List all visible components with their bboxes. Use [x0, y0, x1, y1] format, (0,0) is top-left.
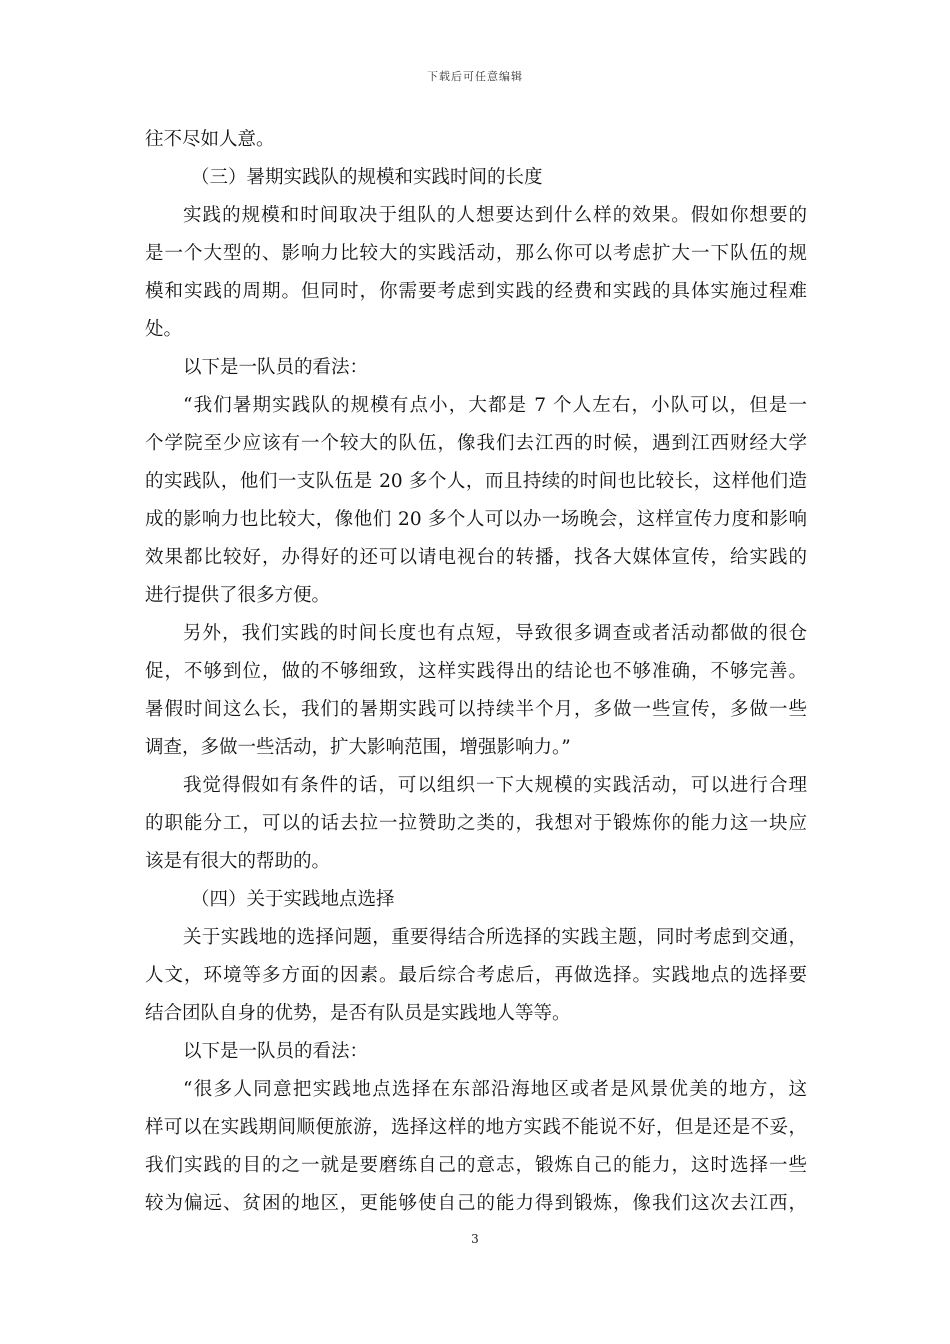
quote-line: 我们实践的目的之一就是要磨练自己的意志，锻炼自己的能力，这时选择一些 [145, 1155, 807, 1176]
quote-line: 促，不够到位，做的不够细致，这样实践得出的结论也不够准确，不够完善。 [145, 661, 807, 682]
quote-line: “我们暑期实践队的规模有点小，大都是 7 个人左右，小队可以，但是一 [183, 395, 807, 416]
text-line: 以下是一队员的看法： [183, 1041, 369, 1062]
text-line: 结合团队自身的优势，是否有队员是实践地人等等。 [145, 1003, 571, 1024]
quote-line: 调查，多做一些活动，扩大影响范围，增强影响力。” [145, 737, 571, 758]
text-line: 模和实践的周期。但同时，你需要考虑到实践的经费和实践的具体实施过程难 [145, 281, 807, 302]
text-line: 实践的规模和时间取决于组队的人想要达到什么样的效果。假如你想要的 [183, 205, 807, 226]
body-text [145, 121, 807, 1223]
page-number: 3 [471, 1232, 479, 1246]
text-line: 人文，环境等多方面的因素。最后综合考虑后，再做选择。实践地点的选择要 [145, 965, 807, 986]
text-line: 处。 [145, 319, 183, 340]
text-line: 该是有很大的帮助的。 [145, 851, 331, 872]
text-line: 我觉得假如有条件的话，可以组织一下大规模的实践活动，可以进行合理 [183, 775, 807, 796]
quote-line: 样可以在实践期间顺便旅游，选择这样的地方实践不能说不好，但是还是不妥， [145, 1117, 807, 1138]
quote-line: 暑假时间这么长，我们的暑期实践可以持续半个月，多做一些宣传，多做一些 [145, 699, 807, 720]
quote-line: 进行提供了很多方便。 [145, 585, 331, 606]
page-header: 下载后可任意编辑 [427, 70, 523, 83]
section-heading-3: （三）暑期实践队的规模和实践时间的长度 [191, 167, 543, 188]
text-line: 以下是一队员的看法： [183, 357, 369, 378]
quote-line: 另外，我们实践的时间长度也有点短，导致很多调查或者活动都做的很仓 [183, 623, 807, 644]
quote-line: 的实践队，他们一支队伍是 20 多个人，而且持续的时间也比较长，这样他们造 [145, 471, 807, 492]
quote-line: 成的影响力也比较大，像他们 20 多个人可以办一场晚会，这样宣传力度和影响 [145, 509, 807, 530]
text-line: 关于实践地的选择问题，重要得结合所选择的实践主题，同时考虑到交通， [183, 927, 807, 948]
text-line: 的职能分工，可以的话去拉一拉赞助之类的，我想对于锻炼你的能力这一块应 [145, 813, 807, 834]
section-heading-4: （四）关于实践地点选择 [191, 889, 395, 910]
quote-line: 个学院至少应该有一个较大的队伍，像我们去江西的时候，遇到江西财经大学 [145, 433, 807, 454]
text-line: 往不尽如人意。 [145, 129, 275, 150]
quote-line: “很多人同意把实践地点选择在东部沿海地区或者是风景优美的地方，这 [183, 1079, 807, 1100]
quote-line: 效果都比较好，办得好的还可以请电视台的转播，找各大媒体宣传，给实践的 [145, 547, 807, 568]
text-line: 是一个大型的、影响力比较大的实践活动，那么你可以考虑扩大一下队伍的规 [145, 243, 807, 264]
quote-line: 较为偏远、贫困的地区，更能够使自己的能力得到锻炼，像我们这次去江西， [145, 1193, 807, 1214]
